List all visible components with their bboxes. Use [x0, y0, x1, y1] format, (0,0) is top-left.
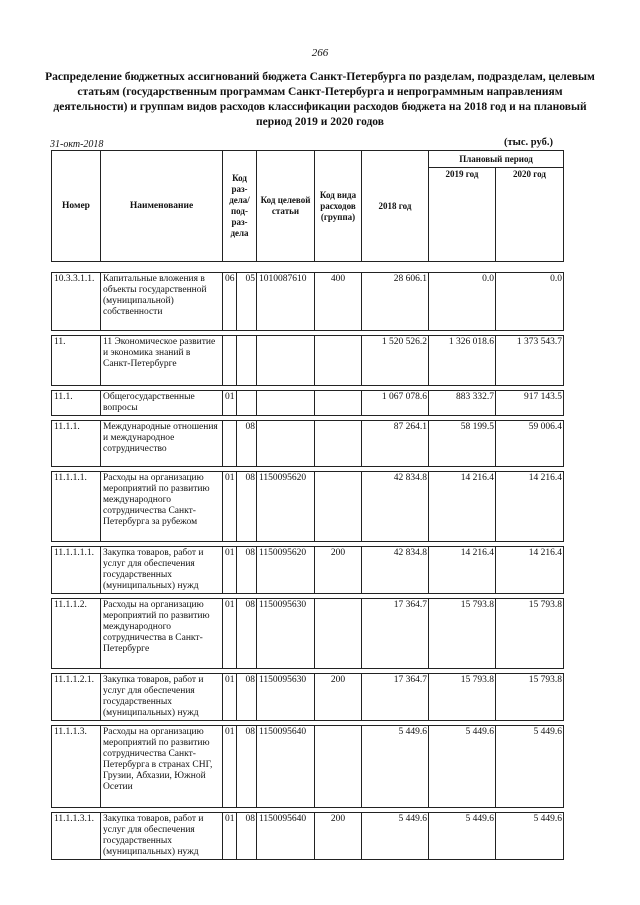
row-value-2019: 15 793.8 [429, 674, 496, 721]
row-target-code: 1150095640 [257, 813, 315, 860]
row-target-code: 1150095630 [257, 599, 315, 669]
row-kind-code: 200 [315, 813, 362, 860]
table-row [52, 547, 564, 594]
row-section-code: 01 [223, 391, 237, 416]
header-name: Наименование [101, 151, 223, 262]
row-name: Капитальные вложения в объекты государственной (муниципальной) собственности [101, 273, 223, 331]
table-row [52, 273, 564, 331]
row-value-2020: 0.0 [496, 273, 564, 331]
header-2019: 2019 год [429, 168, 496, 262]
row-section-code [223, 421, 237, 467]
row-subsection-code: 08 [237, 421, 257, 467]
row-number: 11.1.1.2. [52, 599, 101, 669]
header-2020: 2020 год [496, 168, 564, 262]
header-planned-period: Плановый период [429, 151, 564, 168]
table-row [52, 336, 564, 386]
row-kind-code: 200 [315, 547, 362, 594]
header-kind-code: Код вида расходов (группа) [315, 151, 362, 262]
row-number: 11.1.1.2.1. [52, 674, 101, 721]
table-row [52, 726, 564, 808]
row-value-2018: 17 364.7 [362, 599, 429, 669]
row-value-2018: 1 067 078.6 [362, 391, 429, 416]
budget-table [51, 150, 564, 860]
row-number: 11.1. [52, 391, 101, 416]
row-value-2019: 15 793.8 [429, 599, 496, 669]
row-target-code [257, 421, 315, 467]
header-2018: 2018 год [362, 151, 429, 262]
row-section-code: 01 [223, 547, 237, 594]
row-section-code: 01 [223, 674, 237, 721]
row-value-2019: 5 449.6 [429, 813, 496, 860]
row-number: 11.1.1.3. [52, 726, 101, 808]
row-spacer [52, 262, 564, 273]
header-target-code: Код целевой статьи [257, 151, 315, 262]
row-value-2019: 0.0 [429, 273, 496, 331]
row-kind-code [315, 726, 362, 808]
row-number: 11.1.1.1. [52, 472, 101, 542]
row-target-code: 1010087610 [257, 273, 315, 331]
row-value-2019: 14 216.4 [429, 547, 496, 594]
row-number: 11.1.1.1.1. [52, 547, 101, 594]
row-name: Закупка товаров, работ и услуг для обеспечения государственных (муниципальных) нужд [101, 674, 223, 721]
header-section-code: Код раз-дела/ под-раз-дела [223, 151, 257, 262]
row-value-2020: 917 143.5 [496, 391, 564, 416]
row-value-2019: 58 199.5 [429, 421, 496, 467]
row-name: Расходы на организацию мероприятий по развитию сотрудничества Санкт-Петербурга в странах СНГ, Грузии, Абхазии, Южной Осетии [101, 726, 223, 808]
table-row [52, 391, 564, 416]
row-section-code: 01 [223, 726, 237, 808]
row-value-2020: 15 793.8 [496, 674, 564, 721]
table-row [52, 421, 564, 467]
row-value-2018: 5 449.6 [362, 726, 429, 808]
page-number: 266 [311, 47, 329, 59]
document-date: 31-окт-2018 [50, 139, 104, 150]
row-name: Закупка товаров, работ и услуг для обеспечения государственных (муниципальных) нужд [101, 813, 223, 860]
row-name: Расходы на организацию мероприятий по развитию международного сотрудничества Санкт-Петербурга за рубежом [101, 472, 223, 542]
row-section-code: 01 [223, 599, 237, 669]
row-value-2019: 5 449.6 [429, 726, 496, 808]
row-subsection-code: 05 [237, 273, 257, 331]
row-subsection-code: 08 [237, 599, 257, 669]
row-value-2020: 59 006.4 [496, 421, 564, 467]
row-value-2018: 42 834.8 [362, 547, 429, 594]
row-kind-code [315, 421, 362, 467]
row-value-2020: 5 449.6 [496, 726, 564, 808]
row-target-code: 1150095630 [257, 674, 315, 721]
document-title: Распределение бюджетных ассигнований бюджета Санкт-Петербурга по разделам, подразделам, целевым статьям (государственным программам Санкт-Петербурга и непрограммным направлениям деятельности) и группам видов расходов классификации расходов бюджета на 2018 год и на плановый период 2019 и 2020 годов [45, 71, 595, 128]
table-row [52, 674, 564, 721]
row-subsection-code: 08 [237, 472, 257, 542]
row-name: 11 Экономическое развитие и экономика знаний в Санкт-Петербурге [101, 336, 223, 386]
row-number: 11.1.1.3.1. [52, 813, 101, 860]
row-number: 10.3.3.1.1. [52, 273, 101, 331]
row-value-2020: 1 373 543.7 [496, 336, 564, 386]
row-kind-code [315, 336, 362, 386]
row-section-code: 01 [223, 813, 237, 860]
row-name: Расходы на организацию мероприятий по развитию международного сотрудничества в Санкт-Петербурге [101, 599, 223, 669]
table-row [52, 472, 564, 542]
row-value-2020: 14 216.4 [496, 547, 564, 594]
row-section-code: 06 [223, 273, 237, 331]
row-kind-code [315, 391, 362, 416]
row-section-code [223, 336, 237, 386]
row-target-code: 1150095640 [257, 726, 315, 808]
row-target-code: 1150095620 [257, 472, 315, 542]
row-value-2019: 883 332.7 [429, 391, 496, 416]
row-value-2018: 17 364.7 [362, 674, 429, 721]
row-value-2020: 15 793.8 [496, 599, 564, 669]
row-name: Общегосударственные вопросы [101, 391, 223, 416]
row-section-code: 01 [223, 472, 237, 542]
row-kind-code: 400 [315, 273, 362, 331]
row-value-2020: 5 449.6 [496, 813, 564, 860]
row-number: 11. [52, 336, 101, 386]
row-name: Международные отношения и международное сотрудничество [101, 421, 223, 467]
row-target-code [257, 391, 315, 416]
header-number: Номер [52, 151, 101, 262]
units-label: (тыс. руб.) [504, 137, 553, 148]
row-value-2018: 1 520 526.2 [362, 336, 429, 386]
row-subsection-code [237, 336, 257, 386]
row-subsection-code [237, 391, 257, 416]
row-value-2018: 28 606.1 [362, 273, 429, 331]
row-value-2019: 1 326 018.6 [429, 336, 496, 386]
table-row [52, 599, 564, 669]
row-name: Закупка товаров, работ и услуг для обеспечения государственных (муниципальных) нужд [101, 547, 223, 594]
row-kind-code: 200 [315, 674, 362, 721]
table-row [52, 813, 564, 860]
row-subsection-code: 08 [237, 674, 257, 721]
row-kind-code [315, 599, 362, 669]
row-kind-code [315, 472, 362, 542]
row-subsection-code: 08 [237, 813, 257, 860]
row-value-2019: 14 216.4 [429, 472, 496, 542]
row-value-2018: 42 834.8 [362, 472, 429, 542]
row-value-2020: 14 216.4 [496, 472, 564, 542]
row-target-code: 1150095620 [257, 547, 315, 594]
row-value-2018: 5 449.6 [362, 813, 429, 860]
row-subsection-code: 08 [237, 547, 257, 594]
row-subsection-code: 08 [237, 726, 257, 808]
row-number: 11.1.1. [52, 421, 101, 467]
row-target-code [257, 336, 315, 386]
row-value-2018: 87 264.1 [362, 421, 429, 467]
